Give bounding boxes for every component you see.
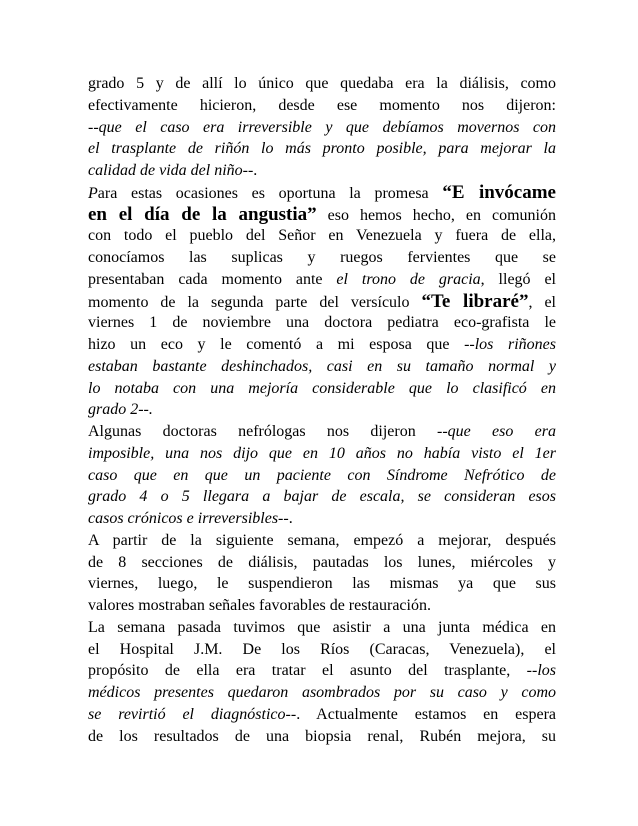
- text-line: [88, 465, 556, 487]
- text-line: [88, 443, 556, 465]
- text-segment: el trasplante de riñón lo más pronto posible, para mejorar la: [88, 140, 556, 158]
- text-segment: P: [88, 184, 98, 202]
- text-segment: el trono de gracia: [336, 270, 481, 288]
- text-segment: lo notaba con una mejoría considerable que lo clasificó en: [88, 379, 556, 397]
- text-line: [88, 73, 556, 95]
- text-segment: calidad de vida del niño: [88, 162, 243, 179]
- text-segment: valores mostraban señales favorables de restauración.: [88, 597, 431, 614]
- text-line: [88, 225, 556, 247]
- text-line: [88, 356, 556, 378]
- text-segment: viernes 1 de noviembre una doctora pediatra eco-grafista le: [88, 314, 556, 332]
- text-line: [88, 704, 556, 726]
- text-segment: efectivamente hicieron, desde ese momento nos dijeron:: [88, 96, 556, 114]
- text-line: [88, 269, 556, 291]
- text-segment: “E invócame: [442, 181, 556, 203]
- text-segment: se revirtió el diagnóstico: [88, 705, 286, 723]
- text-line: [88, 682, 556, 704]
- text-line: [88, 486, 556, 508]
- text-segment: en el día de la angustia”: [88, 203, 317, 225]
- text-segment: --.: [242, 162, 258, 179]
- text-line: [88, 726, 556, 748]
- text-segment: --los: [526, 662, 556, 680]
- text-line: [88, 660, 556, 682]
- text-line: [88, 378, 556, 400]
- text-segment: casos crónicos e irreversibles: [88, 510, 279, 527]
- text-segment: La semana pasada tuvimos que asistir a una junta médica en: [88, 618, 556, 636]
- text-line: [88, 117, 556, 139]
- text-segment: Algunas doctoras nefrólogas nos dijeron: [88, 423, 438, 440]
- text-segment: de 8 secciones de diálisis, pautadas los lunes, miércoles y: [88, 553, 556, 571]
- text-line: [88, 617, 556, 639]
- text-segment: hizo un eco y le comentó a mi esposa que: [88, 336, 465, 353]
- text-line: [88, 508, 556, 530]
- text-segment: grado 5 y de allí lo único que quedaba era la diálisis, como: [88, 75, 556, 92]
- text-segment: , llegó el: [480, 270, 556, 288]
- text-segment: A partir de la siguiente semana, empezó a mejorar, después: [88, 531, 556, 549]
- text-line: [88, 204, 556, 226]
- text-segment: --. Actualmente estamos en espera: [285, 705, 557, 723]
- text-line: [88, 530, 556, 552]
- text-segment: caso que en que un paciente con Síndrome Nefrótico de: [88, 466, 556, 484]
- text-line: [88, 138, 556, 160]
- text-segment: propósito de ella era tratar el asunto del trasplante,: [88, 662, 527, 680]
- text-line: [88, 399, 556, 421]
- text-line: [88, 334, 556, 356]
- text-line: [88, 182, 556, 204]
- text-segment: de los resultados de una biopsia renal, Rubén mejora, su: [88, 727, 556, 745]
- text-line: [88, 573, 556, 595]
- text-line: [88, 639, 556, 661]
- text-segment: ara estas ocasiones es oportuna la promesa: [97, 184, 443, 202]
- text-segment: imposible, una nos dijo que en 10 años no había visto el 1er: [88, 444, 556, 462]
- text-line: [88, 595, 556, 617]
- text-line: [88, 421, 556, 443]
- text-line: [88, 247, 556, 269]
- text-segment: conocíamos las suplicas y ruegos fervientes que se: [88, 249, 556, 266]
- text-segment: presentaban cada momento ante: [88, 270, 337, 288]
- text-segment: el Hospital J.M. De los Ríos (Caracas, Venezuela), el: [88, 640, 556, 658]
- text-segment: “Te libraré”: [421, 290, 529, 312]
- text-segment: --que el caso era irreversible y que debíamos movernos con: [88, 118, 556, 136]
- text-line: [88, 95, 556, 117]
- text-line: [88, 552, 556, 574]
- text-line: [88, 160, 556, 182]
- text-segment: --los riñones: [464, 336, 556, 353]
- text-segment: estaban bastante deshinchados, casi en su tamaño normal y: [88, 357, 556, 375]
- text-segment: momento de la segunda parte del versículo: [88, 293, 422, 311]
- text-segment: grado 4 o 5 llegara a bajar de escala, se consideran esos: [88, 488, 556, 506]
- document-page: [88, 73, 556, 747]
- text-line: [88, 312, 556, 334]
- text-segment: eso hemos hecho, en comunión: [316, 206, 556, 224]
- text-segment: con todo el pueblo del Señor en Venezuela y fuera de ella,: [88, 227, 556, 245]
- text-segment: --que eso era: [437, 423, 556, 440]
- text-line: [88, 291, 556, 313]
- text-segment: viernes, luego, le suspendieron las mismas ya que sus: [88, 575, 556, 593]
- text-segment: , el: [528, 293, 556, 311]
- text-segment: médicos presentes quedaron asombrados por su caso y como: [88, 684, 556, 701]
- text-segment: grado 2--.: [88, 401, 153, 419]
- text-segment: --.: [278, 510, 293, 527]
